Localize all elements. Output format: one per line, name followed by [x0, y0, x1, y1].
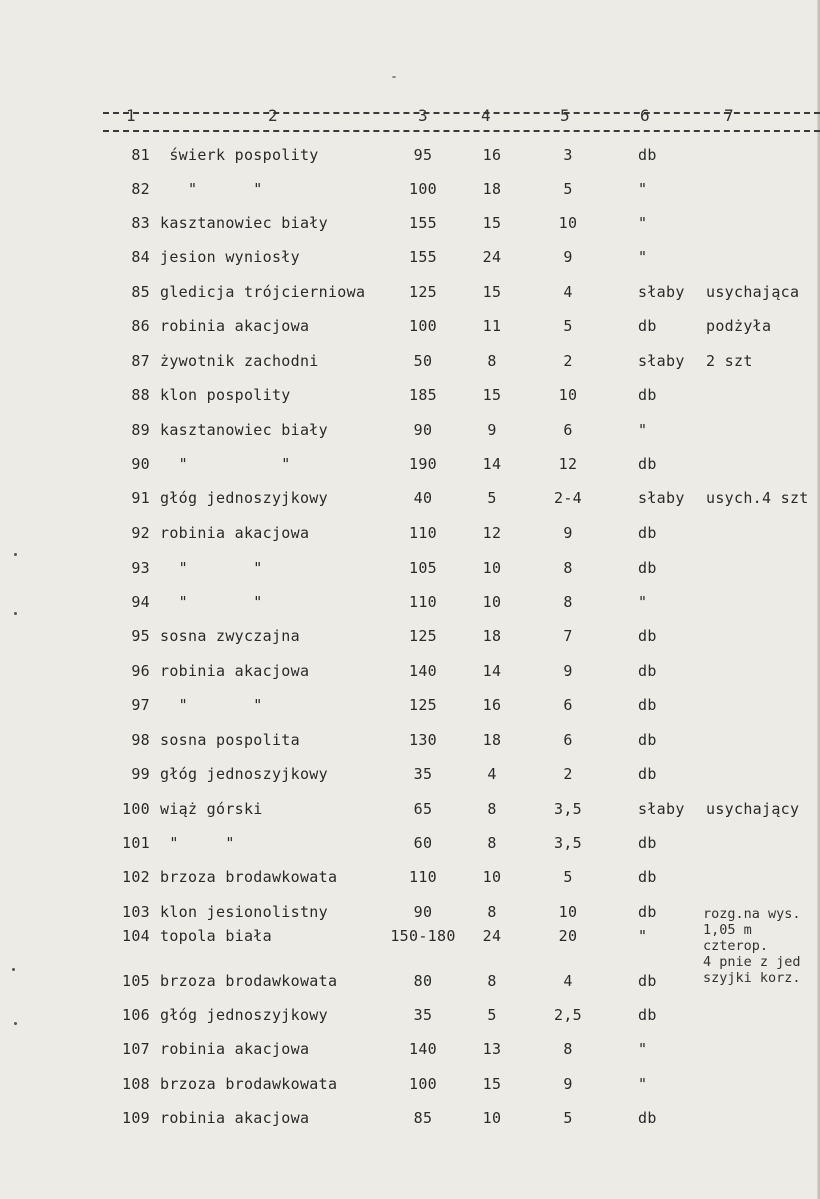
row-number: 86	[131, 317, 150, 335]
height-value: 5	[487, 489, 497, 507]
species-name: jesion wyniosły	[160, 248, 300, 266]
species-name: " "	[160, 455, 291, 473]
column-header-6: 6	[640, 106, 650, 125]
crown-value: 7	[563, 627, 573, 645]
height-value: 8	[487, 834, 497, 852]
circumference-value: 110	[409, 524, 437, 542]
table-row	[0, 1075, 820, 1099]
condition-value: db	[638, 559, 657, 577]
table-row	[0, 765, 820, 789]
height-value: 18	[482, 180, 502, 198]
circumference-value: 40	[413, 489, 433, 507]
species-name: robinia akacjowa	[160, 317, 310, 335]
height-value: 15	[482, 283, 502, 301]
species-name: brzoza brodawkowata	[160, 1075, 338, 1093]
crown-value: 9	[563, 1075, 573, 1093]
height-value: 18	[482, 731, 502, 749]
species-name: świerk pospolity	[160, 146, 319, 164]
table-row	[0, 927, 820, 951]
height-value: 4	[487, 765, 497, 783]
crown-value: 8	[563, 1040, 573, 1058]
table-row	[0, 800, 820, 824]
table-row	[0, 489, 820, 513]
table-row	[0, 146, 820, 170]
species-name: sosna zwyczajna	[160, 627, 300, 645]
condition-value: słaby	[638, 800, 685, 818]
crown-value: 3	[563, 146, 573, 164]
row-number: 108	[122, 1075, 150, 1093]
condition-value: db	[638, 524, 657, 542]
remarks-value: usychający	[706, 800, 800, 818]
table-row	[0, 352, 820, 376]
condition-value: db	[638, 765, 657, 783]
circumference-value: 110	[409, 868, 437, 886]
row-number: 96	[131, 662, 150, 680]
crown-value: 8	[563, 593, 573, 611]
species-name: robinia akacjowa	[160, 662, 310, 680]
crown-value: 4	[563, 972, 573, 990]
row-number: 88	[131, 386, 150, 404]
condition-value: db	[638, 696, 657, 714]
height-value: 24	[482, 927, 502, 945]
crown-value: 9	[563, 662, 573, 680]
row-number: 95	[131, 627, 150, 645]
condition-value: db	[638, 455, 657, 473]
crown-value: 5	[563, 1109, 573, 1127]
remarks-value: 2 szt	[706, 352, 753, 370]
species-name: " "	[160, 593, 263, 611]
condition-value: db	[638, 1006, 657, 1024]
row-number: 90	[131, 455, 150, 473]
species-name: topola biała	[160, 927, 272, 945]
table-row	[0, 868, 820, 892]
row-number: 91	[131, 489, 150, 507]
condition-value: "	[638, 927, 648, 945]
height-value: 16	[482, 146, 502, 164]
crown-value: 3,5	[554, 834, 582, 852]
crown-value: 8	[563, 559, 573, 577]
crown-value: 10	[558, 214, 578, 232]
remarks-value: usychająca	[706, 283, 800, 301]
height-value: 5	[487, 1006, 497, 1024]
height-value: 18	[482, 627, 502, 645]
table-row	[0, 524, 820, 548]
column-header-7: 7	[724, 106, 734, 125]
crown-value: 6	[563, 421, 573, 439]
circumference-value: 100	[409, 1075, 437, 1093]
height-value: 10	[482, 1109, 502, 1127]
condition-value: db	[638, 1109, 657, 1127]
table-row	[0, 455, 820, 479]
height-value: 24	[482, 248, 502, 266]
row-number: 83	[131, 214, 150, 232]
condition-value: "	[638, 214, 648, 232]
condition-value: "	[638, 1040, 648, 1058]
remarks-value: podżyła	[706, 317, 772, 335]
circumference-value: 140	[409, 1040, 437, 1058]
height-value: 8	[487, 352, 497, 370]
height-value: 13	[482, 1040, 502, 1058]
height-value: 14	[482, 455, 502, 473]
species-name: głóg jednoszyjkowy	[160, 765, 328, 783]
condition-value: "	[638, 593, 648, 611]
circumference-value: 95	[413, 146, 433, 164]
header-rule-top	[103, 112, 820, 114]
height-value: 15	[482, 214, 502, 232]
condition-value: "	[638, 180, 648, 198]
species-name: wiąż górski	[160, 800, 263, 818]
row-number: 82	[131, 180, 150, 198]
row-number: 97	[131, 696, 150, 714]
height-value: 12	[482, 524, 502, 542]
crown-value: 2	[563, 765, 573, 783]
table-row	[0, 421, 820, 445]
crown-value: 5	[563, 180, 573, 198]
crown-value: 20	[558, 927, 578, 945]
table-row	[0, 214, 820, 238]
species-name: głóg jednoszyjkowy	[160, 1006, 328, 1024]
circumference-value: 35	[413, 1006, 433, 1024]
crown-value: 6	[563, 696, 573, 714]
species-name: " "	[160, 834, 235, 852]
circumference-value: 185	[409, 386, 437, 404]
species-name: sosna pospolita	[160, 731, 300, 749]
table-row	[0, 903, 820, 927]
condition-value: db	[638, 868, 657, 886]
condition-value: db	[638, 834, 657, 852]
row-number: 92	[131, 524, 150, 542]
table-row	[0, 696, 820, 720]
paper-speck	[12, 968, 15, 971]
condition-value: "	[638, 1075, 648, 1093]
species-name: brzoza brodawkowata	[160, 868, 338, 886]
circumference-value: 90	[413, 903, 433, 921]
circumference-value: 155	[409, 214, 437, 232]
row-number: 102	[122, 868, 150, 886]
circumference-value: 80	[413, 972, 433, 990]
crown-value: 10	[558, 903, 578, 921]
paper-speck	[14, 612, 17, 615]
table-row	[0, 834, 820, 858]
row-number: 101	[122, 834, 150, 852]
species-name: klon pospolity	[160, 386, 291, 404]
row-number: 87	[131, 352, 150, 370]
crown-value: 2	[563, 352, 573, 370]
column-header-4: 4	[481, 106, 491, 125]
header-rule-bottom	[103, 130, 820, 132]
circumference-value: 125	[409, 627, 437, 645]
circumference-value: 125	[409, 696, 437, 714]
table-row	[0, 972, 820, 996]
species-name: brzoza brodawkowata	[160, 972, 338, 990]
species-name: " "	[160, 180, 263, 198]
height-value: 9	[487, 421, 497, 439]
column-header-1: 1	[126, 106, 136, 125]
height-value: 8	[487, 800, 497, 818]
remarks-value: usych.4 szt	[706, 489, 809, 507]
table-row	[0, 627, 820, 651]
row-number: 85	[131, 283, 150, 301]
condition-value: db	[638, 386, 657, 404]
condition-value: db	[638, 627, 657, 645]
condition-value: db	[638, 146, 657, 164]
table-row	[0, 1109, 820, 1133]
condition-value: "	[638, 248, 648, 266]
row-number: 109	[122, 1109, 150, 1127]
row-number: 93	[131, 559, 150, 577]
crown-value: 9	[563, 524, 573, 542]
circumference-value: 190	[409, 455, 437, 473]
circumference-value: 150-180	[390, 927, 456, 945]
species-name: żywotnik zachodni	[160, 352, 319, 370]
circumference-value: 100	[409, 317, 437, 335]
species-name: kasztanowiec biały	[160, 214, 328, 232]
crown-value: 6	[563, 731, 573, 749]
condition-value: db	[638, 972, 657, 990]
circumference-value: 65	[413, 800, 433, 818]
circumference-value: 155	[409, 248, 437, 266]
condition-value: db	[638, 317, 657, 335]
condition-value: słaby	[638, 489, 685, 507]
row-number: 106	[122, 1006, 150, 1024]
paper-speck	[14, 553, 17, 556]
table-row	[0, 317, 820, 341]
row-number: 104	[122, 927, 150, 945]
species-name: kasztanowiec biały	[160, 421, 328, 439]
row-number: 99	[131, 765, 150, 783]
height-value: 10	[482, 593, 502, 611]
species-name: robinia akacjowa	[160, 1040, 310, 1058]
circumference-value: 125	[409, 283, 437, 301]
species-name: gledicja trójcierniowa	[160, 283, 366, 301]
row-number: 81	[131, 146, 150, 164]
crown-value: 5	[563, 317, 573, 335]
circumference-value: 130	[409, 731, 437, 749]
crown-value: 2,5	[554, 1006, 582, 1024]
crown-value: 4	[563, 283, 573, 301]
circumference-value: 100	[409, 180, 437, 198]
height-value: 10	[482, 868, 502, 886]
row-number: 103	[122, 903, 150, 921]
table-row	[0, 593, 820, 617]
height-value: 10	[482, 559, 502, 577]
row-number: 84	[131, 248, 150, 266]
table-row	[0, 559, 820, 583]
row-number: 105	[122, 972, 150, 990]
height-value: 14	[482, 662, 502, 680]
side-note: rozg.na wys. 1,05 m czterop. 4 pnie z jed szyjki korz.	[703, 906, 801, 986]
circumference-value: 50	[413, 352, 433, 370]
paper-speck	[14, 1022, 17, 1025]
condition-value: db	[638, 662, 657, 680]
circumference-value: 90	[413, 421, 433, 439]
condition-value: słaby	[638, 283, 685, 301]
row-number: 94	[131, 593, 150, 611]
crown-value: 2-4	[554, 489, 582, 507]
column-header-3: 3	[418, 106, 428, 125]
height-value: 15	[482, 386, 502, 404]
height-value: 8	[487, 972, 497, 990]
species-name: klon jesionolistny	[160, 903, 328, 921]
table-row	[0, 1006, 820, 1030]
table-row	[0, 662, 820, 686]
height-value: 11	[482, 317, 502, 335]
table-row	[0, 248, 820, 272]
circumference-value: 140	[409, 662, 437, 680]
paper-speck	[392, 76, 396, 78]
crown-value: 3,5	[554, 800, 582, 818]
circumference-value: 105	[409, 559, 437, 577]
column-header-5: 5	[560, 106, 570, 125]
circumference-value: 60	[413, 834, 433, 852]
height-value: 15	[482, 1075, 502, 1093]
height-value: 8	[487, 903, 497, 921]
condition-value: db	[638, 731, 657, 749]
table-row	[0, 180, 820, 204]
species-name: " "	[160, 559, 263, 577]
species-name: robinia akacjowa	[160, 524, 310, 542]
crown-value: 12	[558, 455, 578, 473]
row-number: 107	[122, 1040, 150, 1058]
circumference-value: 35	[413, 765, 433, 783]
species-name: głóg jednoszyjkowy	[160, 489, 328, 507]
crown-value: 10	[558, 386, 578, 404]
column-header-2: 2	[268, 106, 278, 125]
row-number: 98	[131, 731, 150, 749]
table-row	[0, 283, 820, 307]
height-value: 16	[482, 696, 502, 714]
condition-value: "	[638, 421, 648, 439]
row-number: 89	[131, 421, 150, 439]
row-number: 100	[122, 800, 150, 818]
condition-value: db	[638, 903, 657, 921]
table-row	[0, 1040, 820, 1064]
species-name: robinia akacjowa	[160, 1109, 310, 1127]
table-row	[0, 731, 820, 755]
crown-value: 9	[563, 248, 573, 266]
circumference-value: 110	[409, 593, 437, 611]
crown-value: 5	[563, 868, 573, 886]
table-row	[0, 386, 820, 410]
species-name: " "	[160, 696, 263, 714]
circumference-value: 85	[413, 1109, 433, 1127]
condition-value: słaby	[638, 352, 685, 370]
